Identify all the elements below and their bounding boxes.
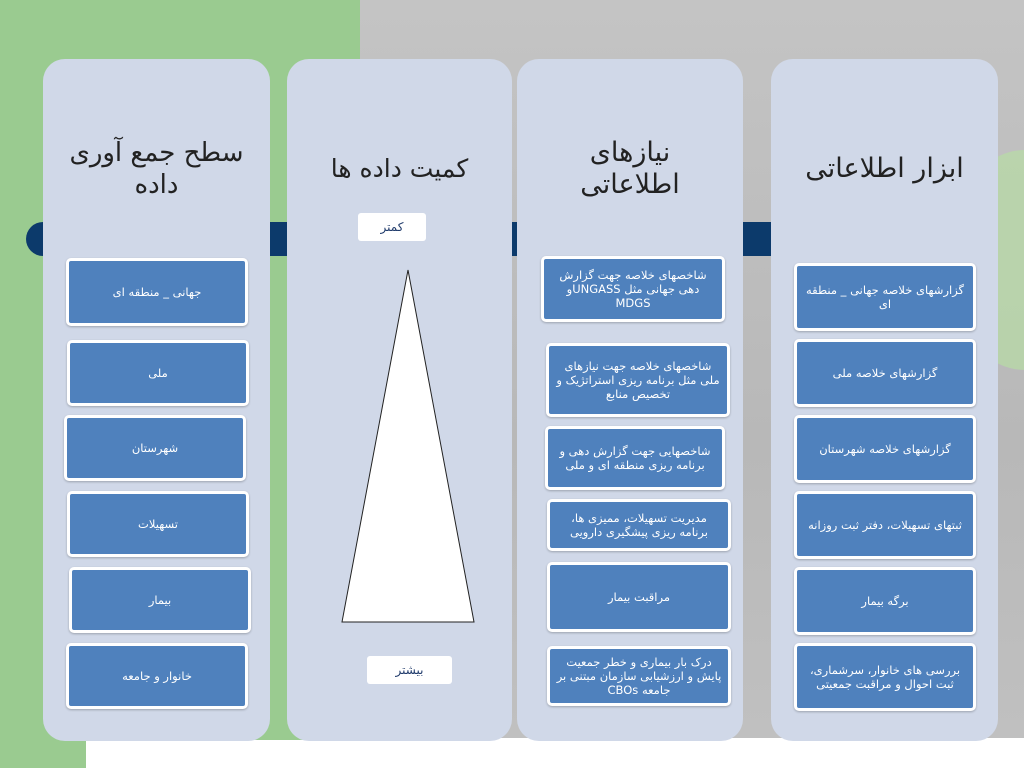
background-footer-strip (86, 740, 1024, 768)
column-title-information-needs: نیازهای اطلاعاتی (580, 137, 680, 200)
column-title-information-tools: ابزار اطلاعاتی (805, 153, 964, 184)
tool-box-global-regional-reports: گزارشهای خلاصه جهانی _ منطقه ای (794, 263, 976, 331)
need-box-national-planning: شاخصهای خلاصه جهت نیازهای ملی مثل برنامه ریزی استراتژیک و تخصیص منابع (546, 343, 730, 417)
level-box-district: شهرستان (64, 415, 246, 481)
need-box-patient-care: مراقبت بیمار (547, 562, 731, 632)
need-box-global-reporting: شاخصهای خلاصه جهت گزارش دهی جهانی مثل UNGASSو MDGS (541, 256, 725, 322)
need-box-regional-reporting: شاخصهایی جهت گزارش دهی و برنامه ریزی منطقه ای و ملی (545, 426, 725, 490)
need-box-community-burden: درک بار بیماری و خطر جمعیت پایش و ارزشیابی سازمان مبتنی بر جامعه CBOs (547, 646, 731, 706)
level-box-global-regional: جهانی _ منطقه ای (66, 258, 248, 326)
tool-box-facility-registers: ثبتهای تسهیلات، دفتر ثبت روزانه (794, 491, 976, 559)
column-title-collection-level: سطح جمع آوری داده (69, 138, 244, 200)
level-box-facilities: تسهیلات (67, 491, 249, 557)
column-information-needs (517, 59, 743, 741)
label-less: کمتر (358, 213, 426, 241)
quantity-triangle (330, 262, 490, 632)
column-information-tools (771, 59, 998, 741)
tool-box-patient-record: برگه بیمار (794, 567, 976, 635)
column-collection-level (43, 59, 270, 741)
tool-box-household-surveys: بررسی های خانوار، سرشماری، ثبت احوال و مراقبت جمعیتی (794, 643, 976, 711)
tool-box-national-reports: گزارشهای خلاصه ملی (794, 339, 976, 407)
label-more: بیشتر (367, 656, 452, 684)
column-title-data-quantity: کمیت داده ها (330, 154, 469, 183)
need-box-facility-management: مدیریت تسهیلات، ممیزی ها، برنامه ریزی پیشگیری دارویی (547, 499, 731, 551)
tool-box-district-reports: گزارشهای خلاصه شهرستان (794, 415, 976, 483)
level-box-national: ملی (67, 340, 249, 406)
level-box-household-community: خانوار و جامعه (66, 643, 248, 709)
level-box-patient: بیمار (69, 567, 251, 633)
